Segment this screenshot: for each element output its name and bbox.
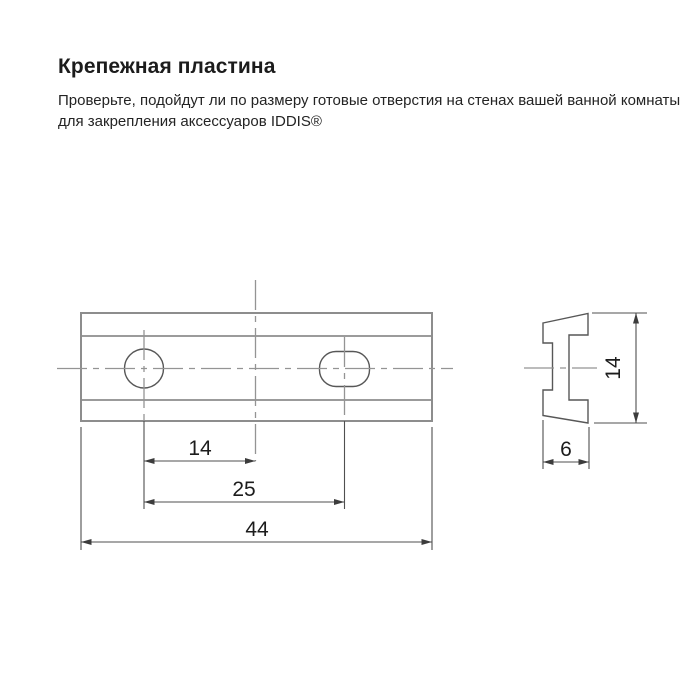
dimension-label-14: 14 (188, 437, 212, 460)
dimension-label-44: 44 (245, 518, 269, 541)
dimension-label-depth-6: 6 (560, 438, 572, 461)
page-title: Крепежная пластина (58, 55, 276, 78)
side-view (524, 313, 647, 469)
dimension-label-25: 25 (232, 478, 256, 501)
plate-outline (81, 313, 432, 421)
description-line-2: для закрепления аксессуаров IDDIS® (58, 113, 322, 130)
front-view (57, 280, 453, 550)
description-line-1: Проверьте, подойдут ли по размеру готовые отверстия на стенах вашей ванной комнаты (58, 92, 681, 109)
dimension-label-height-14: 14 (602, 356, 625, 380)
